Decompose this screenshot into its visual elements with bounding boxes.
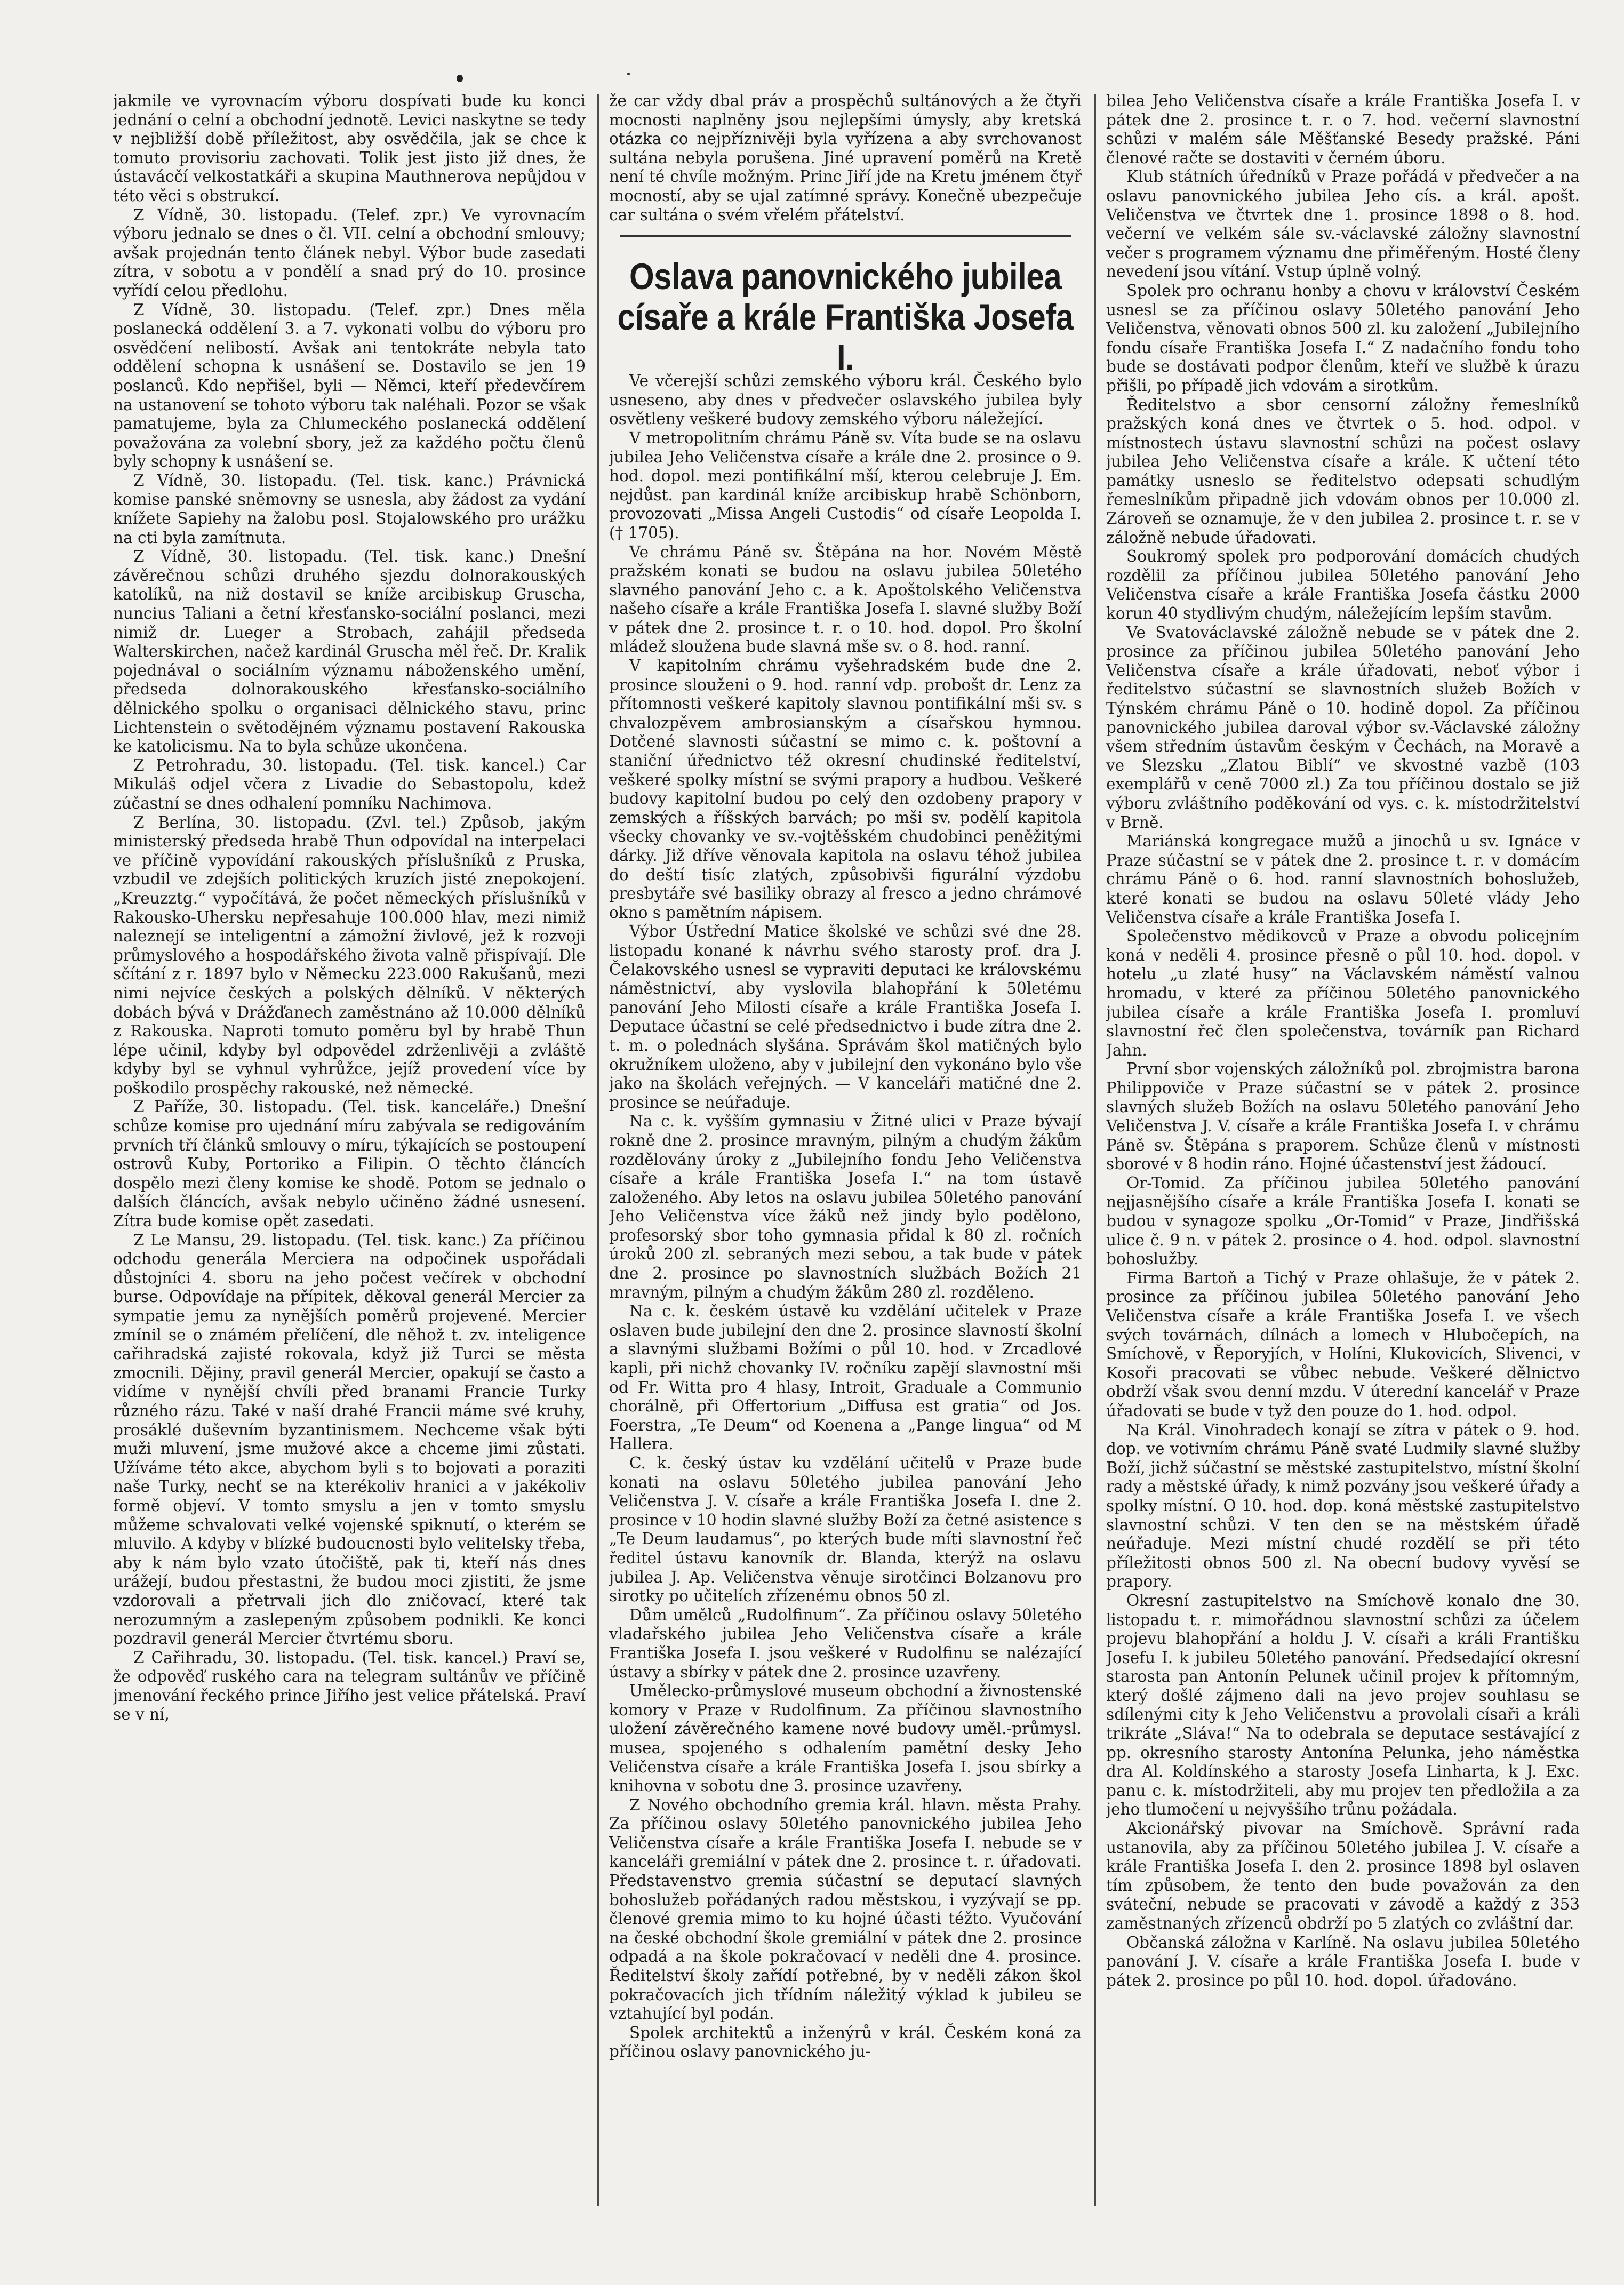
- paragraph: Ve Svatováclavské záložně nebude se v pátek dne 2. prosince za příčinou jubilea 50letého panování Jeho Veličenstva císaře a krále úřadovati, neboť výbor i ředitelstvo súčastní se slavnostních služeb Božích v Týnském chrámu Páně o 10. hodině dopol. Za příčinou panovnického jubilea daroval výbor sv.-Václavské záložny všem středním ústavům českým v Čechách, na Moravě a ve Slezsku „Zlatou Biblí“ ve skvostné vazbě (103 exemplářů v ceně 7000 zl.) Za tou příčinou dostalo se již výboru zvláštního poděkování od vys. c. k. místodržitelství v Brně.: [1106, 623, 1580, 832]
- paragraph: Z Vídně, 30. listopadu. (Telef. zpr.) Dnes měla poslanecká oddělení 3. a 7. vykonati volbu do výboru pro osvědčení nelibostí. Avšak ani tentokráte nebyla tato oddělení schopna k usnášení se. Dostavilo se jen 19 poslanců. Kdo nepřišel, byli — Němci, kteří předevčírem na ustanovení se tohoto výboru tak naléhali. Pozor se však pamatujeme, byla za Chlumeckého poslanecká oddělení považována za volební sbory, jež za každého počtu členů byly schopny k usnášení se.: [113, 300, 586, 471]
- column-right: [1106, 92, 1580, 2210]
- paragraph: Výbor Ústřední Matice školské ve schůzi své dne 28. listopadu konané k návrhu svého starosty prof. dra J. Čelakovského usnesl se vypraviti deputaci ke královskému náměstnictví, aby vyslovila blahopřání k 50letému panování Jeho Milosti císaře a krále Františka Josefa I. Deputace účastní se celé předsednictvo i bude zítra dne 2. t. m. o polednách slyšána. Správám škol matičných bylo okružníkem uloženo, aby v jubilejní den vykonáno bylo vše jako na školách veřejných. — V kanceláři matičné dne 2. prosince se neúřaduje.: [609, 922, 1082, 1112]
- paragraph: Spolek pro ochranu honby a chovu v království Českém usnesl se za příčinou oslavy 50letého panování Jeho Veličenstva, věnovati obnos 500 zl. ku založení „Jubilejního fondu císaře Františka Josefa I.“ Z nadačního fondu toho bude se dostávati podpor členům, kteří ve službě k úrazu přišli, po případě jich vdovám a sirotkům.: [1106, 281, 1580, 395]
- paragraph: Or-Tomid. Za příčinou jubilea 50letého panování nejjasnějšího císaře a krále Františka Josefa I. konati se budou v synagoze spolku „Or-Tomid“ v Praze, Jindřišská ulice č. 9 n. v pátek 2. prosince o 4. hod. odpol. slavnostní bohoslužby.: [1106, 1173, 1580, 1268]
- paragraph: Soukromý spolek pro podporování domácích chudých rozdělil za příčinou jubilea 50letého panování Jeho Veličenstva císaře a krále Františka Josefa částku 2000 korun 40 stydlivým chudým, náležejícím lepším stavům.: [1106, 547, 1580, 623]
- paragraph: že car vždy dbal práv a prospěchů sultánových a že čtyři mocnosti naplněny jsou nejlepšími úmysly, aby kretská otázka co nejpříznivěji byla vyřízena a aby svrchovanost sultána nebyla porušena. Jiné upravení poměrů na Kretě není té chvíle možným. Princ Jiří jde na Kretu jménem čtyř mocností, aby se ujal zatímné správy. Konečně ubezpečuje car sultána o svém vřelém přátelství.: [609, 92, 1082, 224]
- paragraph: Dům umělců „Rudolfinum“. Za příčinou oslavy 50letého vladařského jubilea Jeho Veličenstva císaře a krále Františka Josefa I. jsou veškeré v Rudolfinu se nalézající ústavy a sbírky v pátek dne 2. prosince uzavřeny.: [609, 1605, 1082, 1681]
- article-headline: Oslava panovnického jubilea císaře a krále Františka Josefa I.: [617, 256, 1074, 378]
- paragraph: Umělecko-průmyslové museum obchodní a živnostenské komory v Praze v Rudolfinum. Za příčinou slavnostního uložení závěrečného kamene nové budovy uměl.-průmysl. musea, spojeného s odhalením pamětní desky Jeho Veličenstva císaře a krále Františka Josefa I. jsou sbírky a knihovna v sobotu dne 3. prosince uzavřeny.: [609, 1682, 1082, 1795]
- paragraph: Okresní zastupitelstvo na Smíchově konalo dne 30. listopadu t. r. mimořádnou slavnostní schůzi za účelem projevu blahopřání a holdu J. V. císaři a králi Františku Josefu I. k jubileu 50letého panování. Předsedající okresní starosta pan Antonín Pelunek učinil projev k přítomným, který došlé zájmeno dali na jevo projev souhlasu se sdílenými city k Jeho Veličenstvu a provolali císaři a králi trikráte „Sláva!“ Na to odebrala se deputace sestávající z pp. okresního starosty Antonína Pelunka, jeho náměstka dra Al. Koldínského a starosty Josefa Linharta, k J. Exc. panu c. k. místodržiteli, aby mu projev ten předložila a za jeho tlumočení u nejvyššího trůnu požádala.: [1106, 1591, 1580, 1819]
- paragraph: Z Berlína, 30. listopadu. (Zvl. tel.) Způsob, jakým ministerský předseda hrabě Thun odpovídal na interpelaci ve příčině vypovídání rakouských příslušníků z Pruska, vzbudil ve zdejších politických kruzích jisté znepokojení. „Kreuzztg.“ vypočítává, že počet německých příslušníků v Rakousko-Uhersku nepřesahuje 100.000 hlav, mezi nimiž naleznejí se inteligentní a zámožní živlové, jež k rozvoji průmyslového a hospodářského života valně přispívají. Dle sčítání z r. 1897 bylo v Německu 223.000 Rakušanů, mezi nimi nejvíce českých a polských dělníků. V některých dobách bývá v Drážďanech zaměstnáno až 10.000 dělníků z Rakouska. Naproti tomuto poměru byl by hrabě Thun lépe učinil, kdyby byl odpovědel zdrženlivěji a zvláště kdyby byl se vyhnul vyhrůžce, jejíž provedení více by poškodilo prospěchy rakouské, než německé.: [113, 813, 586, 1097]
- paragraph: Ve chrámu Páně sv. Štěpána na hor. Novém Městě pražském konati se budou na oslavu jubilea 50letého slavného panování Jeho c. a k. Apoštolského Veličenstva našeho císaře a krále Františka Josefa I. slavné služby Boží v pátek dne 2. prosince t. r. o 10. hod. dopol. Pro školní mládež sloužena bude slavná mše sv. o 8. hod. ranní.: [609, 542, 1082, 656]
- column-left: [113, 92, 586, 2210]
- paragraph: Z Cařihradu, 30. listopadu. (Tel. tisk. kancel.) Praví se, že odpověď ruského cara na telegram sultánův ve příčině jmenování řeckého prince Jiřího jest velice přátelská. Praví se v ní,: [113, 1648, 586, 1724]
- paragraph: Z Paříže, 30. listopadu. (Tel. tisk. kanceláře.) Dnešní schůze komise pro ujednání míru zabývala se redigováním prvních tří článků smlouvy o míru, týkajících se postoupení ostrovů Kuby, Portoriko a Filipin. O těchto článcích dospělo mezi členy komise ke shodě. Potom se jednalo o dalších článcích, avšak nebylo učiněno žádné usnesení. Zítra bude komise opět zasedati.: [113, 1098, 586, 1231]
- text-columns: [113, 92, 1580, 2210]
- paragraph: Na c. k. vyšším gymnasiu v Žitné ulici v Praze bývají rokně dne 2. prosince mravným, pilným a chudým žákům rozdělovány úroky z „Jubilejního fondu Jeho Veličenstva císaře a krále Františka Josefa I.“ na tom ústavě založeného. Aby letos na oslavu jubilea 50letého panování Jeho Veličenstva více žáků než jindy bylo podělono, profesorský sbor toho gymnasia přidal k 80 zl. ročních úroků 200 zl. sebraných mezi sebou, a tak bude v pátek dne 2. prosince po slavnostních službách Božích 21 mravným, pilným a chudým žákům 280 zl. rozděleno.: [609, 1112, 1082, 1301]
- paragraph: První sbor vojenských záložníků pol. zbrojmistra barona Philippoviče v Praze súčastní se v pátek 2. prosince slavných služeb Božích na oslavu 50letého panování Jeho Veličenstva J. V. císaře a krále Františka Josefa I. v chrámu Páně sv. Štěpána s praporem. Schůze členů v místnosti sborové v 8 hodin ráno. Hojné účastenství jest žádoucí.: [1106, 1060, 1580, 1173]
- paragraph: V kapitolním chrámu vyšehradském bude dne 2. prosince slouženi o 9. hod. ranní vdp. probošt dr. Lenz za přítomnosti veškeré kapitoly slavnou pontifikální mši sv. s chvalozpěvem ambrosianským a císařskou hymnou. Dotčené slavnosti súčastní se mimo c. k. poštovní a staniční úřednictvo též okresní chudinské ředitelství, veškeré spolky místní se svými prapory a hudbou. Veškeré budovy kapitolní budou po celý den ozdobeny prapory v zemských a říšských barvách; po mši sv. podělí kapitola všecky chovanky ve sv.-vojtěšském chudobinci peněžitými dárky. Již dříve věnovala kapitola na oslavu téhož jubilea do deští tisíc zlatých, způsobivši figurální výzdobu presbytáře své basiliky obrazy al fresco a jedno chrámové okno s pamětním nápisem.: [609, 657, 1082, 922]
- paragraph: Občanská záložna v Karlíně. Na oslavu jubilea 50letého panování J. V. císaře a krále Františka Josefa I. bude v pátek 2. prosince po půl 10. hod. dopol. úřadováno.: [1106, 1933, 1580, 1990]
- headline-divider: [620, 235, 1071, 237]
- paragraph: Z Le Mansu, 29. listopadu. (Tel. tisk. kanc.) Za příčinou odchodu generála Merciera na odpočinek uspořádali důstojníci 4. sboru na jeho počest večírek v obchodní burse. Odpovídaje na přípitek, děkoval generál Mercier za sympatie jemu za nynějších poměrů projevené. Mercier zmínil se o známém přelíčení, dle něhož t. zv. inteligence cařihradská zajisté rokovala, když již Turci se města zmocnili. Dějiny, pravil generál Mercier, opakují se často a vidíme v nynější chvíli před branami Francie Turky různého rázu. Také v naší drahé Francii máme své kruhy, prosáklé duševním byzantinismem. Nechceme však býti muži mluvení, jsme mužové akce a chceme jimi zůstati. Užíváme této akce, abychom byli s to bojovati a poraziti naše Turky, nechť se na kterékoliv hranici a v jakékoliv formě objeví. V tomto smyslu a jen v tomto smyslu můžeme schvalovati velké vojenské spiknutí, o kterém se mluvilo. A kdyby v blízké budoucnosti bylo velitelsky třeba, aby k nám bylo vzato útočiště, pak ti, kteří nás dnes urážejí, budou přestastni, že budou moci zjistiti, že jsme vzdorovali a přetrvali jich dlo zničovací, které tak nerozumným a zaslepeným způsobem podnikli. Ke konci pozdravil generál Mercier čtvrtému sboru.: [113, 1231, 586, 1648]
- paragraph: Firma Bartoň a Tichý v Praze ohlašuje, že v pátek 2. prosince za příčinou jubilea 50letého panování Jeho Veličenstva císaře a krále Františka Josefa I. ve všech svých továrnách, dílnách a lomech v Hlubočepích, na Smíchově, v Řeporyjích, v Holíni, Klukovicích, Slivenci, v Kosoři pracovati se vůbec nebude. Veškeré dělnictvo obdrží však svou denní mzdu. V úterední kancelář v Praze úřadovati se bude v tyž den pouze do 1. hod. odpol.: [1106, 1268, 1580, 1420]
- paragraph: V metropolitním chrámu Páně sv. Víta bude se na oslavu jubilea Jeho Veličenstva císaře a krále dne 2. prosince o 9. hod. dopol. mezi pontifikální mší, kterou celebruje J. Em. nejdůst. pan kardinál kníže arcibiskup hrabě Schönborn, provozovati „Missa Angeli Custodis“ od císaře Leopolda I. († 1705).: [609, 428, 1082, 542]
- paragraph: bilea Jeho Veličenstva císaře a krále Františka Josefa I. v pátek dne 2. prosince t. r. o 7. hod. večerní slavnostní schůzi v malém sále Měšťanské Besedy pražské. Páni členové račte se dostaviti v černém úboru.: [1106, 92, 1580, 167]
- paragraph: Na Král. Vinohradech konají se zítra v pátek o 9. hod. dop. ve votivním chrámu Páně svaté Ludmily slavné služby Boží, jichž súčastní se městské zastupitelstvo, místní školní rady a městské úřady, k nimž pozvány jsou veškeré úřady a spolky místní. O 10. hod. dop. koná městské zastupitelstvo slavnostní schůzi. V ten den se na městském úřadě neúřaduje. Mezi místní chudé rozdělí se při této příležitosti obnos 500 zl. Na obecní budovy vyvěsí se prapory.: [1106, 1420, 1580, 1591]
- paragraph: Z Petrohradu, 30. listopadu. (Tel. tisk. kancel.) Car Mikuláš odjel včera z Livadie do Sebastopolu, kdež zúčastní se dnes odhalení pomníku Nachimova.: [113, 756, 586, 812]
- paragraph: Spolek architektů a inženýrů v král. Českém koná za příčinou oslavy panovnického ju-: [609, 2023, 1082, 2061]
- paragraph: Společenstvo mědikovců v Praze a obvodu policejním koná v neděli 4. prosince přesně o půl 10. hod. dopol. v hotelu „u zlaté husy“ na Václavském náměstí valnou hromadu, v které za příčinou 50letého panovnického jubilea císaře a krále Františka Josefa I. promluví slavnostní řeč člen společenstva, továrník pan Richard Jahn.: [1106, 927, 1580, 1059]
- paragraph: C. k. český ústav ku vzdělání učitelů v Praze bude konati na oslavu 50letého jubilea panování Jeho Veličenstva J. V. císaře a krále Františka Josefa I. dne 2. prosince v 10 hodin slavné služby Boží za četné asistence s „Te Deum laudamus“, po kterých bude míti slavnostní řeč ředitel ústavu kanovník dr. Blanda, kterýž na oslavu jubilea J. Ap. Veličenstva věnuje sirotčinci Bolzanovu pro sirotky po učitelích zřízenému obnos 50 zl.: [609, 1454, 1082, 1605]
- ink-speck: [627, 73, 630, 75]
- paragraph: jakmile ve vyrovnacím výboru dospívati bude ku konci jednání o celní a obchodní jednotě. Levici naskytne se tedy v nejbližší době příležitost, aby osvědčila, jak se chce k tomuto provisoriu zachovati. Tolik jest jisto již dnes, že ústavácčí velkostatkáři a skupina Mauthnerova nepůjdou v této věci s obstrukcí.: [113, 92, 586, 205]
- column-middle: [609, 92, 1082, 2210]
- paragraph: Z Vídně, 30. listopadu. (Tel. tisk. kanc.) Dnešní závěrečnou schůzi druhého sjezdu dolnorakouských katolíků, na niž dostavil se kníže arcibiskup Gruscha, nuncius Taliani a četní křesťansko-sociální poslanci, mezi nimiž dr. Lueger a Strobach, zahájil předseda Walterskirchen, načež kardinál Gruscha měl řeč. Dr. Kralik pojednával o sociálním významu náboženského umění, předseda dolnorakouského křesťansko-sociálního dělnického spolku o organisaci dělnického stavu, princ Lichtenstein o světodějném významu postavení Rakouska ke katolicismu. Na to byla schůze ukončena.: [113, 547, 586, 756]
- paragraph: Ředitelstvo a sbor censorní záložny řemeslníků pražských koná dnes ve čtvrtek o 5. hod. odpol. v místnostech ústavu slavnostní schůzi na počest oslavy jubilea Jeho Veličenstva císaře a krále. K učtení této památky usneslo se ředitelstvo odepsati schudlým řemeslníkům připadně jich vdovám obnos per 10.000 zl. Zároveň se oznamuje, že v den jubilea 2. prosince t. r. se v záložně nebude úřadovati.: [1106, 395, 1580, 547]
- column-rule: [1094, 94, 1096, 2206]
- paragraph: Mariánská kongregace mužů a jinochů u sv. Ignáce v Praze súčastní se v pátek dne 2. prosince t. r. v domácím chrámu Páně o 6. hod. ranní slavnostních bohoslužeb, které konati se budou na oslavu 50leté vlády Jeho Veličenstva císaře a krále Františka Josefa I.: [1106, 832, 1580, 926]
- paragraph: Z Vídně, 30. listopadu. (Tel. tisk. kanc.) Právnická komise panské sněmovny se usnesla, aby žádost za vydání knížete Sapiehy na žalobu posl. Stojalowského pro urážku na cti byla zamítnuta.: [113, 471, 586, 547]
- paragraph: Z Vídně, 30. listopadu. (Telef. zpr.) Ve vyrovnacím výboru jednalo se dnes o čl. VII. celní a obchodní smlouvy; avšak projednán tento článek nebyl. Výbor bude zasedati zítra, v sobotu a v pondělí a snad prý do 10. prosince vyřídí celou předlohu.: [113, 205, 586, 300]
- paragraph: Na c. k. českém ústavě ku vzdělání učitelek v Praze oslaven bude jubilejní den dne 2. prosince slavností školní a slavnými službami Božími o půl 10. hod. v Zrcadlové kapli, při nichž chovanky IV. ročníku zapějí slavnostní mši od Fr. Witta pro 4 hlasy, Introit, Graduale a Communio chorálně, při Offertorium „Diffusa est gratia“ od Jos. Foerstra, „Te Deum“ od Koenena a „Pange lingua“ od M Hallera.: [609, 1302, 1082, 1453]
- column-rule: [597, 94, 599, 2206]
- paragraph: Klub státních úředníků v Praze pořádá v předvečer a na oslavu panovnického jubilea Jeho cís. a král. apošt. Veličenstva ve čtvrtek dne 1. prosince 1898 o 8. hod. večerní ve velkém sále sv.-václavské záložny slavnostní večer s programem významu dne přiměřeným. Hosté členy nevedení jsou vítání. Vstup úplně volný.: [1106, 167, 1580, 281]
- paragraph: Z Nového obchodního gremia král. hlavn. města Prahy. Za příčinou oslavy 50letého panovnického jubilea Jeho Veličenstva císaře a krále Františka Josefa I. nebude se v kanceláři gremiální v pátek dne 2. prosince t. r. úřadovati. Představenstvo gremia súčastní se deputací slavných bohoslužeb pořádaných radou městskou, i vyzývají se pp. členové gremia mimo to ku hojné účasti téžto. Vyučování na české obchodní škole gremiální v pátek dne 2. prosince odpadá a na škole pokračovací v neděli dne 4. prosince. Ředitelství školy zařídí potřebné, by v neděli zákon škol pokračovacích jich třídním náležitý výklad k jubileu se vztahující byl podán.: [609, 1795, 1082, 2023]
- paragraph: Ve včerejší schůzi zemského výboru král. Českého bylo usneseno, aby dnes v předvečer oslavského jubilea byly osvětleny veškeré budovy zemského výboru náležející.: [609, 372, 1082, 428]
- ink-speck: [457, 75, 463, 82]
- paragraph: Akcionářský pivovar na Smíchově. Správní rada ustanovila, aby za příčinou 50letého jubilea J. V. císaře a krále Františka Josefa I. den 2. prosince 1898 byl oslaven tím způsobem, že tento den bude považován za den sváteční, nebude se pracovati v závodě a každý z 353 zaměstnaných zřízenců obdrží po 5 zlatých co zvláštní dar.: [1106, 1819, 1580, 1932]
